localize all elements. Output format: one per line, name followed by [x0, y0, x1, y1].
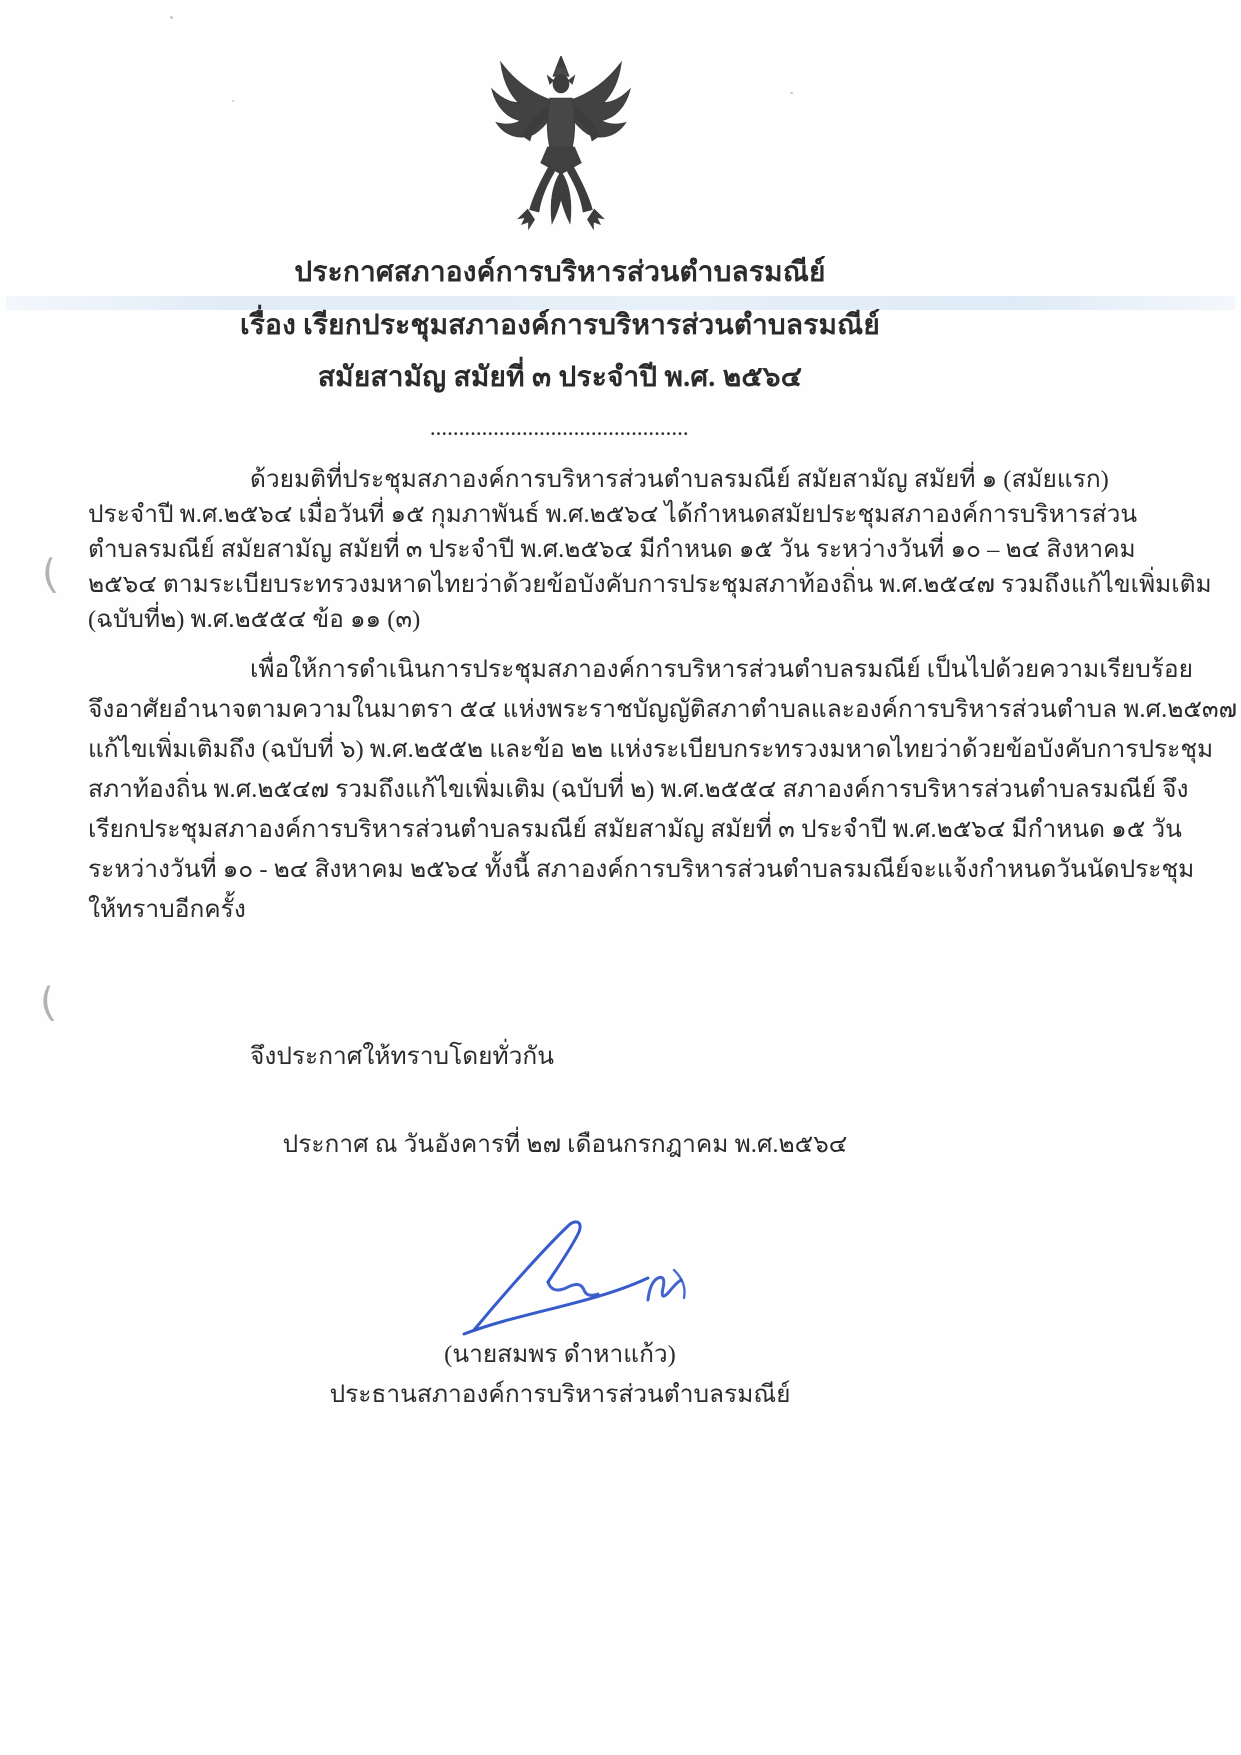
signatory-name: (นายสมพร ดำหาแก้ว): [444, 1341, 676, 1368]
signature-ink-icon: [452, 1212, 752, 1344]
paragraph2-line: แก้ไขเพิ่มเติมถึง (ฉบับที่ ๖) พ.ศ.๒๕๕๒ และข้อ ๒๒ แห่งระเบียบกระทรวงมหาดไทยว่าด้วยข้อบังคับการประชุม: [88, 736, 1214, 763]
garuda-emblem-icon: [483, 56, 639, 234]
paragraph2-line: ระหว่างวันที่ ๑๐ - ๒๔ สิงหาคม ๒๕๖๔ ทั้งนี้ สภาองค์การบริหารส่วนตำบลรมณีย์จะแจ้งกำหนดวันนัดประชุม: [88, 856, 1195, 883]
paragraph2-line: สภาท้องถิ่น พ.ศ.๒๕๔๗ รวมถึงแก้ไขเพิ่มเติม (ฉบับที่ ๒) พ.ศ.๒๕๕๔ สภาองค์การบริหารส่วนตำบลรมณีย์ จึง: [88, 776, 1189, 803]
paragraph1-line: ตำบลรมณีย์ สมัยสามัญ สมัยที่ ๓ ประจำปี พ.ศ.๒๕๖๔ มีกำหนด ๑๕ วัน ระหว่างวันที่ ๑๐ – ๒๔ สิงหาคม: [88, 536, 1136, 563]
paragraph1-line: (ฉบับที่๒) พ.ศ.๒๕๕๔ ข้อ ๑๑ (๓): [88, 606, 421, 633]
paragraph1-line: ประจำปี พ.ศ.๒๕๖๔ เมื่อวันที่ ๑๕ กุมภาพันธ์ พ.ศ.๒๕๖๔ ได้กำหนดสมัยประชุมสภาองค์การบริหารส่วน: [88, 501, 1138, 528]
scan-speck: [232, 100, 234, 102]
signatory-position: ประธานสภาองค์การบริหารส่วนตำบลรมณีย์: [329, 1381, 791, 1408]
paragraph1-line: ๒๕๖๔ ตามระเบียบระทรวงมหาดไทยว่าด้วยข้อบังคับการประชุมสภาท้องถิ่น พ.ศ.๒๕๔๗ รวมถึงแก้ไขเพิ่มเติม: [88, 571, 1212, 598]
paragraph2-line: ให้ทราบอีกครั้ง: [88, 896, 246, 923]
doc-title-line1: ประกาศสภาองค์การบริหารส่วนตำบลรมณีย์: [294, 257, 826, 288]
paragraph2-line: เรียกประชุมสภาองค์การบริหารส่วนตำบลรมณีย์ สมัยสามัญ สมัยที่ ๓ ประจำปี พ.ศ.๒๕๖๔ มีกำหนด ๑๕ วัน: [88, 816, 1182, 843]
left-margin-mark: (: [39, 551, 60, 599]
scan-speck: [790, 92, 793, 94]
scan-speck: [170, 16, 173, 19]
announcement-date-line: ประกาศ ณ วันอังคารที่ ๒๗ เดือนกรกฎาคม พ.ศ.๒๕๖๔: [282, 1131, 848, 1158]
paragraph2-line: เพื่อให้การดำเนินการประชุมสภาองค์การบริหารส่วนตำบลรมณีย์ เป็นไปด้วยความเรียบร้อย: [250, 656, 1193, 683]
paragraph2-line: จึงอาศัยอำนาจตามความในมาตรา ๕๔ แห่งพระราชบัญญัติสภาตำบลและองค์การบริหารส่วนตำบล พ.ศ.๒๕๓๗: [88, 696, 1238, 723]
dotted-separator: .............................................: [430, 420, 690, 439]
left-margin-mark: (: [37, 979, 58, 1027]
doc-title-line3: สมัยสามัญ สมัยที่ ๓ ประจำปี พ.ศ. ๒๕๖๔: [317, 362, 803, 393]
closing-statement: จึงประกาศให้ทราบโดยทั่วกัน: [250, 1043, 554, 1070]
paragraph1-line: ด้วยมติที่ประชุมสภาองค์การบริหารส่วนตำบลรมณีย์ สมัยสามัญ สมัยที่ ๑ (สมัยแรก): [250, 466, 1109, 493]
doc-title-line2: เรื่อง เรียกประชุมสภาองค์การบริหารส่วนตำบลรมณีย์: [240, 310, 880, 341]
